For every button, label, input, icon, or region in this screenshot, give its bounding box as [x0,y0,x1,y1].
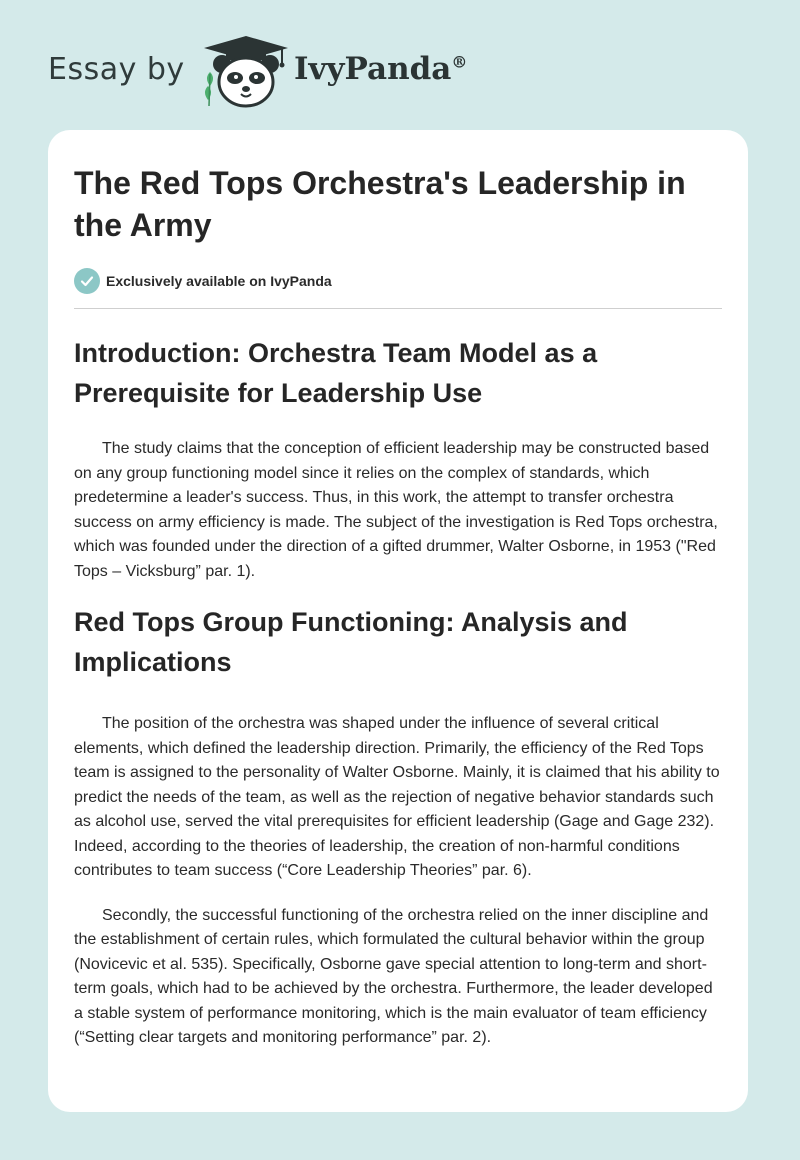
paragraph: The study claims that the conception of efficient leadership may be constructed based on any group functioning model since it relies on the complex of standards, which predetermine a leader's success. Thus, in this work, the attempt to transfer orchestra success on army efficiency is made. The subject of the investigation is Red Tops orchestra, which was founded under the direction of a gifted drummer, Walter Osborne, in 1953 ("Red Tops – Vicksburg” par. 1). [74,440,718,580]
panda-graduate-icon [200,34,292,110]
site-header-logo[interactable] [48,34,508,110]
brand-name: IvyPanda® [294,51,468,87]
essay-card [48,130,748,1112]
exclusive-badge [74,266,722,296]
section-heading-introduction: Introduction: Orchestra Team Model as a Prerequisite for Leadership Use [74,338,598,408]
exclusive-badge-text: Exclusively available on IvyPanda [106,273,332,289]
paragraph: Secondly, the successful functioning of the orchestra relied on the inner discipline and the establishment of certain rules, which formulated the cultural behavior within the group (Novicevic et al. 535). Specifically, Osborne gave special attention to long-term and short-term goals, which had to be achieved by the orchestra. Furthermore, the leader developed a stable system of performance monitoring, which is the main evaluator of team efficiency (“Setting clear targets and monitoring performance” par. 2). [74,906,713,1046]
check-circle-icon [74,268,100,294]
paragraph: The position of the orchestra was shaped under the influence of several critical elements, which defined the leadership direction. Primarily, the efficiency of the Red Tops team is assigned to the personality of Walter Osborne. Mainly, it is claimed that his ability to predict the needs of the team, as well as the rejection of negative behavior standards such as alcohol use, served the vital prerequisites for efficient leadership (Gage and Gage 232). Indeed, according to the theories of leadership, the creation of non-harmful conditions contributes to team success (“Core Leadership Theories” par. 6). [74,715,720,879]
page-title: The Red Tops Orchestra's Leadership in the Army [74,165,686,243]
section-heading-group-functioning: Red Tops Group Functioning: Analysis and Implications [74,607,628,677]
title-divider [74,308,722,309]
brand-prefix: Essay by [48,52,185,87]
